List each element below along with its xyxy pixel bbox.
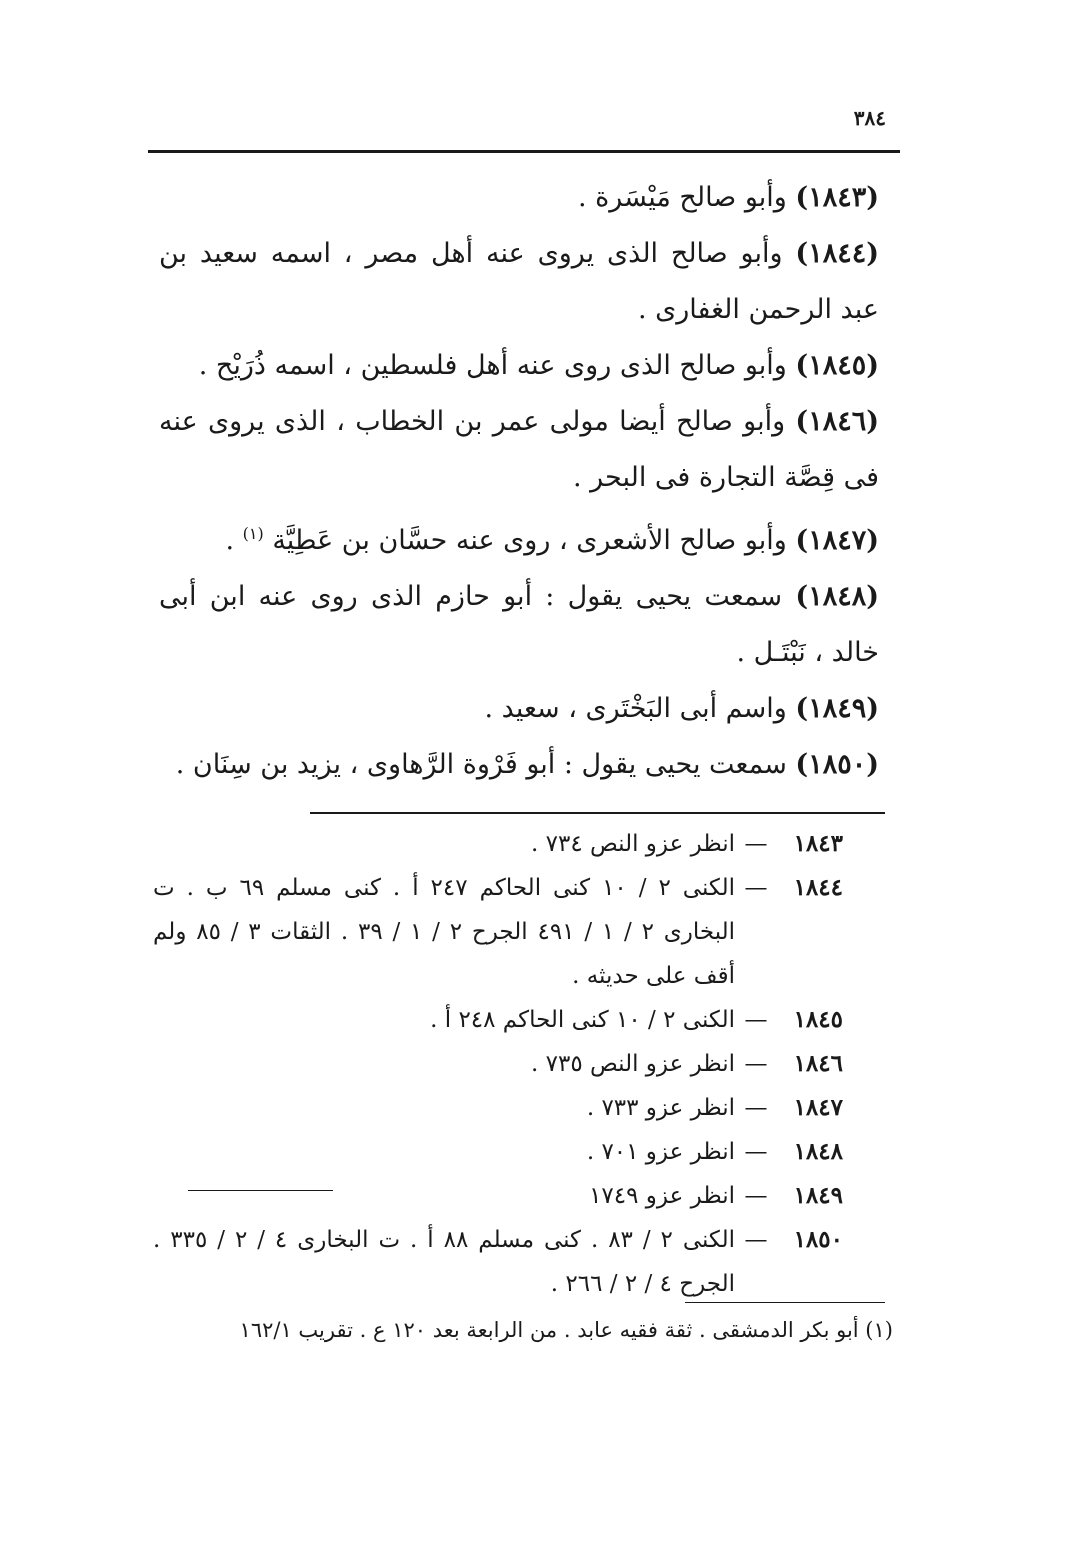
entry-text: سمعت يحيى يقول : أبو حازم الذى روى عنه ابن أبى خالد ، نَبْتَـل . <box>159 581 879 668</box>
entry-number: (١٨٤٣) <box>795 182 879 213</box>
footnote: (١) أبو بكر الدمشقى . ثقة فقيه عابد . من الرابعة بعد ١٢٠ ع . تقريب ١٦٢/١ <box>239 1318 893 1342</box>
footnote-reference: (١) <box>242 524 264 543</box>
entry-1849 <box>159 681 879 737</box>
note-text: انظر عزو النص ٧٣٥ . <box>530 1051 735 1077</box>
note-number: ١٨٤٣ <box>793 830 843 857</box>
note-dash: — <box>744 1139 768 1165</box>
notes-short-rule <box>188 1190 333 1191</box>
entry-1844 <box>159 226 879 338</box>
note-text: الكنى ٢ / ١٠ كنى الحاكم ٢٤٧ أ . كنى مسلم ٦٩ ب . ت البخارى ٢ / ١ / ٤٩١ الجرح ٢ / ١ / ٣٩ . الثقات ٣ / ٨٥ ولم أقف على حديثه . <box>153 875 736 989</box>
note-1843 <box>153 822 843 866</box>
notes-divider <box>310 812 885 814</box>
note-text: انظر عزو النص ٧٣٤ . <box>530 831 735 857</box>
entry-text: وأبو صالح أيضا مولى عمر بن الخطاب ، الذى يروى عنه فى قِصَّة التجارة فى البحر . <box>159 406 879 493</box>
note-dash: — <box>744 1007 768 1033</box>
note-1847 <box>153 1086 843 1130</box>
entry-1847 <box>159 506 879 569</box>
note-number: ١٨٤٦ <box>793 1050 843 1077</box>
note-text: الكنى ٢ / ١٠ كنى الحاكم ٢٤٨ أ . <box>430 1007 735 1033</box>
note-dash: — <box>744 1183 768 1209</box>
entry-text: سمعت يحيى يقول : أبو فَرْوة الرَّهاوى ، يزيد بن سِنَان . <box>175 749 787 780</box>
note-1844 <box>153 866 843 998</box>
note-dash: — <box>744 875 768 901</box>
note-text: انظر عزو ١٧٤٩ <box>589 1183 735 1209</box>
note-1848 <box>153 1130 843 1174</box>
entry-1850 <box>159 737 879 793</box>
entry-number: (١٨٤٩) <box>795 693 879 724</box>
entry-text: وأبو صالح الذى روى عنه أهل فلسطين ، اسمه ذُرَيْح . <box>198 350 787 381</box>
note-text: الكنى ٢ / ٨٣ . كنى مسلم ٨٨ أ . ت البخارى ٤ / ٢ / ٣٣٥ . الجرح ٤ / ٢ / ٢٦٦ . <box>153 1227 736 1297</box>
entry-number: (١٨٥٠) <box>795 749 879 780</box>
entry-1843 <box>159 170 879 226</box>
note-dash: — <box>744 1227 768 1253</box>
note-dash: — <box>744 831 768 857</box>
entry-tail: . <box>225 525 235 556</box>
note-dash: — <box>744 1051 768 1077</box>
note-text: انظر عزو ٧٠١ . <box>586 1139 735 1165</box>
entry-text: وأبو صالح الذى يروى عنه أهل مصر ، اسمه سعيد بن عبد الرحمن الغفارى . <box>159 238 879 325</box>
main-text <box>159 170 879 793</box>
entry-text: واسم أبى البَخْتَرى ، سعيد . <box>484 693 787 724</box>
note-number: ١٨٤٧ <box>793 1094 843 1121</box>
entry-number: (١٨٤٧) <box>795 525 879 556</box>
note-1846 <box>153 1042 843 1086</box>
note-text: انظر عزو ٧٣٣ . <box>586 1095 735 1121</box>
entry-1845 <box>159 338 879 394</box>
note-number: ١٨٤٩ <box>793 1182 843 1209</box>
entry-1846 <box>159 394 879 506</box>
note-1849 <box>153 1174 843 1218</box>
editor-notes <box>153 822 843 1306</box>
note-number: ١٨٥٠ <box>793 1226 843 1253</box>
note-dash: — <box>744 1095 768 1121</box>
entry-number: (١٨٤٦) <box>795 406 879 437</box>
entry-number: (١٨٤٨) <box>795 581 879 612</box>
note-number: ١٨٤٨ <box>793 1138 843 1165</box>
note-1850 <box>153 1218 843 1306</box>
entry-number: (١٨٤٤) <box>795 238 879 269</box>
entry-1848 <box>159 569 879 681</box>
header-rule <box>148 150 900 153</box>
note-number: ١٨٤٤ <box>793 874 843 901</box>
footnote-divider <box>685 1302 885 1303</box>
note-1845 <box>153 998 843 1042</box>
entry-text: وأبو صالح مَيْسَرة . <box>577 182 787 213</box>
note-number: ١٨٤٥ <box>793 1006 843 1033</box>
page-number: ٣٨٤ <box>853 106 886 130</box>
entry-text: وأبو صالح الأشعرى ، روى عنه حسَّان بن عَطِيَّة <box>272 525 787 556</box>
entry-number: (١٨٤٥) <box>795 350 879 381</box>
